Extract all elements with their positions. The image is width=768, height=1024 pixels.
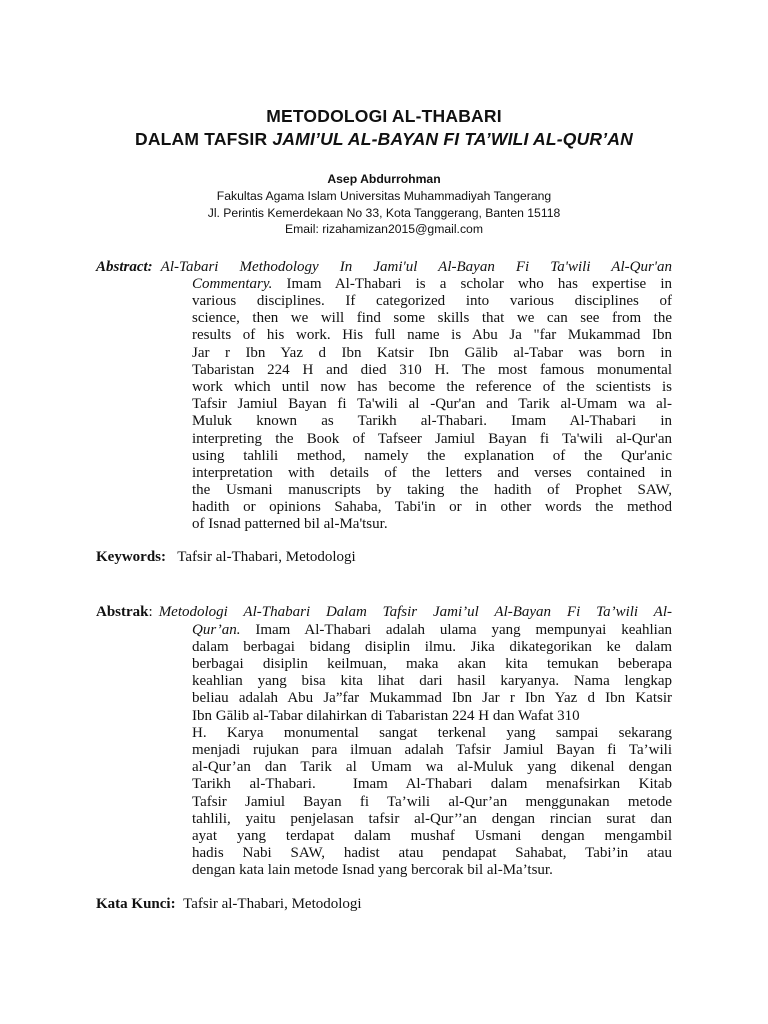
abstrak-line-part: Tarikh al-Thabari. (192, 776, 316, 792)
abstrak-title-line1: Metodologi Al-Thabari Dalam Tafsir Jami’ul Al-Bayan Fi Ta’wili Al- (158, 604, 672, 620)
author-address: Jl. Perintis Kemerdekaan No 33, Kota Tanggerang, Banten 15118 (207, 206, 561, 220)
abstrak-line: menjadi rujukan para ilmuan adalah Tafsir Jamiul Bayan fi Ta’wili (192, 742, 672, 758)
title-italic: JAMI’UL AL-BAYAN FI TA’WILI AL-QUR’AN (272, 129, 633, 149)
abstrak-line (192, 622, 672, 639)
abstrak-line: al-Qur’an dan Tarik al Umam wa al-Muluk yang dikenal dengan (192, 759, 672, 775)
abstrak-line: ayat yang terdapat dalam mushaf Usmani dengan mengambil (192, 828, 672, 844)
abstrak-line: H. Karya monumental sangat terkenal yang sampai sekarang (192, 725, 672, 741)
abstrak-line: beliau adalah Abu Ja”far Mukammad Ibn Jar r Ibn Yaz d Ibn Katsir (192, 690, 672, 706)
abstract-line: science, then we will find some skills that we can see from the (192, 310, 672, 326)
abstract-line: Muluk known as Tarikh al-Thabari. Imam Al-Thabari in (192, 413, 672, 429)
abstrak-title-rest: Imam Al-Thabari adalah ulama yang mempunyai keahlian (240, 622, 672, 638)
abstrak-line (192, 776, 672, 793)
abstract-line: interpreting the Book of Tafseer Jamiul Bayan fi Ta'wili al-Qur'an (192, 431, 672, 447)
abstract-title-rest: Imam Al-Thabari is a scholar who has expertise in (272, 276, 672, 292)
abstrak-line: berbagai disiplin keilmuan, maka akan kita temukan beberapa (192, 656, 672, 672)
abstrak-line: Tafsir Jamiul Bayan fi Ta’wili al-Qur’an menggunakan metode (192, 794, 672, 810)
keywords-label: Keywords: (96, 549, 166, 565)
abstract-line: interpretation with details of the letters and verses contained in (192, 465, 672, 481)
abstract-line (192, 276, 672, 293)
abstrak-line: keahlian yang bisa kita lihat dari hasil karyanya. Nama lengkap (192, 673, 672, 689)
abstract-line: Jar r Ibn Yaz d Ibn Katsir Ibn Gālib al-Tabar was born in (192, 345, 672, 361)
abstrak-line: hadis Nabi SAW, hadist atau pendapat Sahabat, Tabi’in atau (192, 845, 672, 861)
keywords-id (96, 896, 362, 913)
abstract-line: hadith or opinions Sahaba, Tabi'in or in other words the method (192, 499, 672, 515)
title-prefix: DALAM TAFSIR (134, 129, 273, 149)
author-affiliation: Fakultas Agama Islam Universitas Muhammadiyah Tangerang (216, 189, 552, 203)
abstract-title-italic: Commentary. (192, 276, 273, 292)
abstract-line: Tafsir Jamiul Bayan fi Ta'wili al -Qur'an and Tarik al-Umam wa al- (192, 396, 672, 412)
keywords-en (96, 549, 356, 566)
paper-title-line1: METODOLOGI AL-THABARI (266, 106, 502, 126)
paper-title-line2 (0, 129, 768, 150)
abstrak-label: Abstrak (96, 604, 149, 620)
abstract-line: various disciplines. If categorized into various disciplines of (192, 293, 672, 309)
abstrak-last-line: dengan kata lain metode Isnad yang bercorak bil al-Ma’tsur. (192, 862, 553, 878)
abstract-title-line1: Al-Tabari Methodology In Jami'ul Al-Bayan Fi Ta'wili Al-Qur'an (160, 259, 672, 275)
abstrak-line: dalam berbagai bidang disiplin ilmu. Jika dikategorikan ke dalam (192, 639, 672, 655)
abstract-last-line: of Isnad patterned bil al-Ma'tsur. (192, 516, 388, 532)
abstrak-colon: : (148, 604, 153, 620)
abstrak-line-part: Imam Al-Thabari dalam menafsirkan Kitab (352, 776, 672, 792)
kata-kunci-label: Kata Kunci: (96, 896, 176, 912)
abstract-line: the Usmani manuscripts by taking the hadith of Prophet SAW, (192, 482, 672, 498)
kata-kunci-value: Tafsir al-Thabari, Metodologi (183, 896, 362, 912)
abstract-line: Tabaristan 224 H and died 310 H. The most famous monumental (192, 362, 672, 378)
author-email: Email: rizahamizan2015@gmail.com (285, 222, 483, 236)
abstrak-line: Ibn Gālib al-Tabar dilahirkan di Tabaristan 224 H dan Wafat 310 (192, 708, 580, 724)
author-name: Asep Abdurrohman (327, 172, 441, 186)
abstract-line: work which until now has become the reference of the scientists is (192, 379, 672, 395)
abstract-line: using tahlili method, namely the explanation of the Qur'anic (192, 448, 672, 464)
abstract-line: results of his work. His full name is Abu Ja "far Mukammad Ibn (192, 327, 672, 343)
abstract-label: Abstract: (96, 259, 153, 275)
abstrak-title-italic: Qur’an. (192, 622, 241, 638)
keywords-value: Tafsir al-Thabari, Metodologi (177, 549, 356, 565)
abstrak-line: tahlili, yaitu penjelasan tafsir al-Qur’’an dengan rincian surat dan (192, 811, 672, 827)
